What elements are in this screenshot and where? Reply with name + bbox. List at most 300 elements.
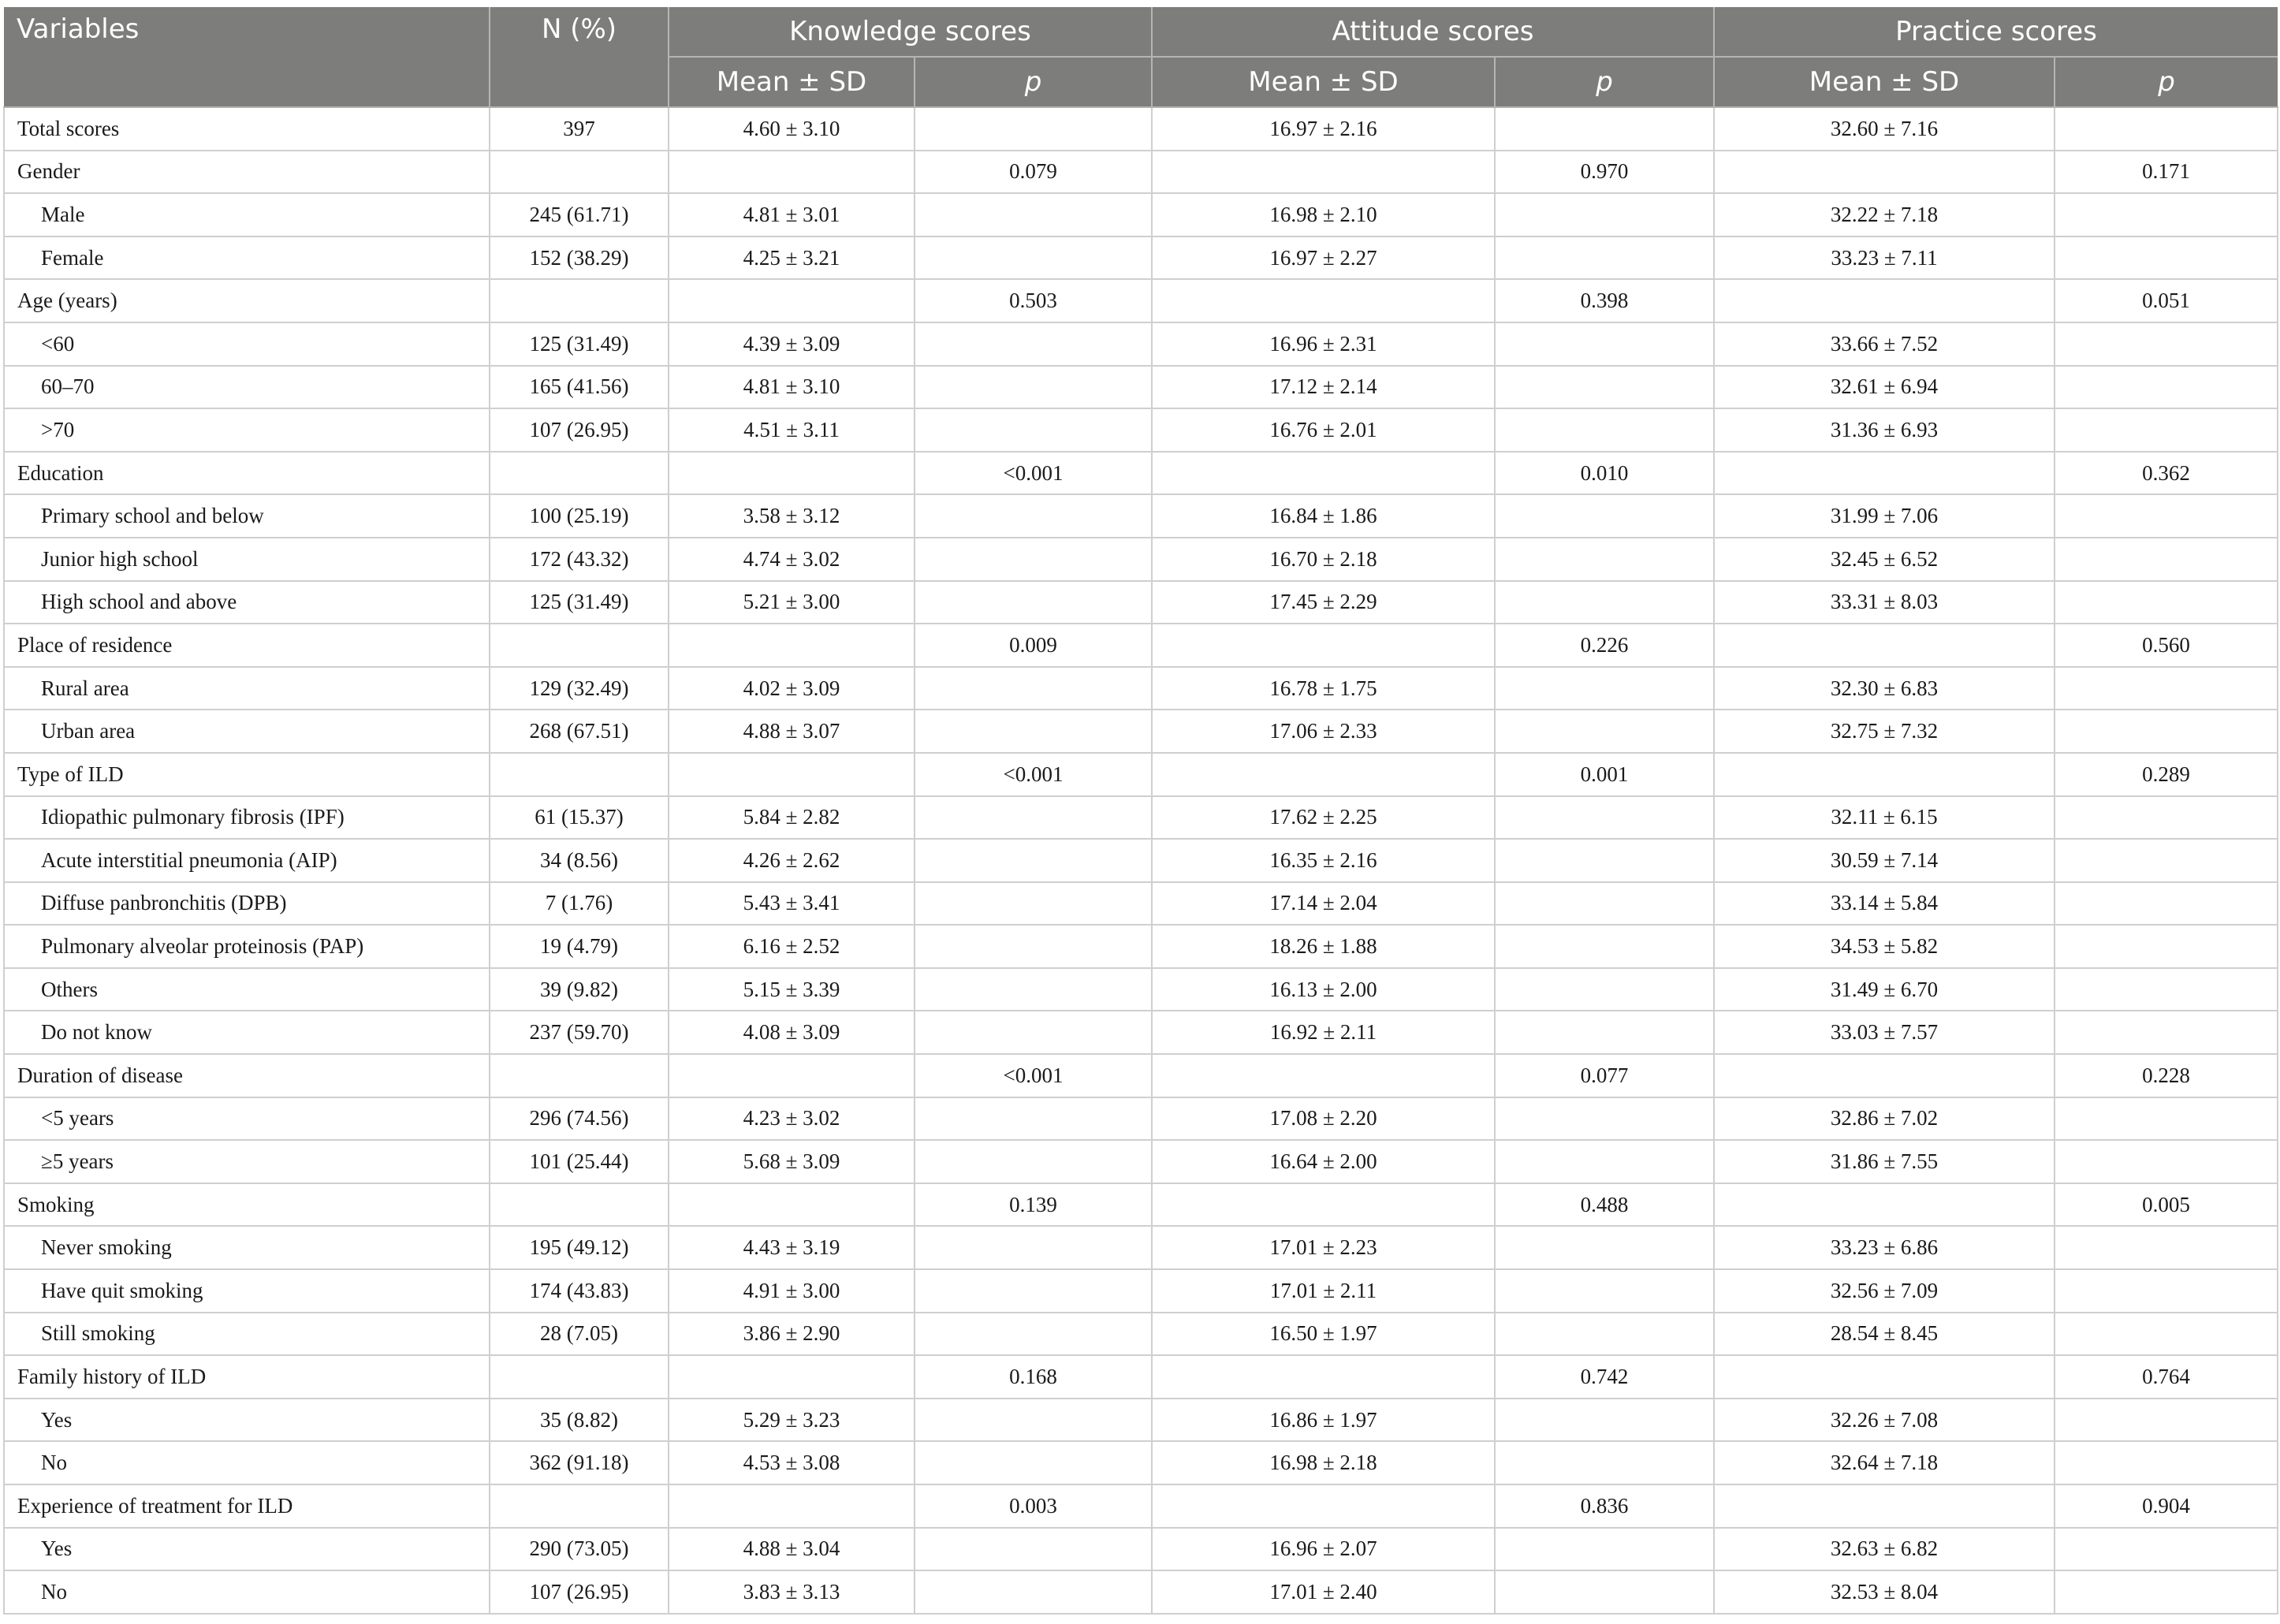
- n-pct-cell: 35 (8.82): [490, 1399, 669, 1442]
- n-pct-cell: 19 (4.79): [490, 925, 669, 968]
- knowledge-mean-sd-cell: 4.60 ± 3.10: [669, 107, 915, 151]
- attitude-p-cell: [1495, 107, 1714, 151]
- knowledge-p-cell: [915, 1441, 1152, 1484]
- variable-cell: Urban area: [4, 710, 490, 753]
- attitude-mean-sd-cell: 16.86 ± 1.97: [1152, 1399, 1495, 1442]
- table-row: [4, 1313, 2278, 1356]
- header-knowledge: Knowledge scores: [669, 7, 1152, 57]
- table-row: [4, 1183, 2278, 1227]
- table-row: [4, 968, 2278, 1011]
- attitude-p-cell: [1495, 710, 1714, 753]
- attitude-p-cell: 0.970: [1495, 151, 1714, 194]
- variable-cell: Female: [4, 237, 490, 280]
- variable-cell: Experience of treatment for ILD: [4, 1484, 490, 1528]
- knowledge-mean-sd-cell: [669, 1355, 915, 1399]
- n-pct-cell: [490, 1355, 669, 1399]
- n-pct-cell: 290 (73.05): [490, 1528, 669, 1571]
- knowledge-p-cell: [915, 925, 1152, 968]
- attitude-p-cell: [1495, 494, 1714, 538]
- practice-p-cell: [2055, 1570, 2278, 1614]
- practice-mean-sd-cell: [1714, 452, 2055, 495]
- table-row: [4, 1570, 2278, 1614]
- attitude-mean-sd-cell: 17.06 ± 2.33: [1152, 710, 1495, 753]
- attitude-p-cell: [1495, 1399, 1714, 1442]
- n-pct-cell: 296 (74.56): [490, 1097, 669, 1141]
- table-row: [4, 796, 2278, 840]
- attitude-mean-sd-cell: 17.08 ± 2.20: [1152, 1097, 1495, 1141]
- knowledge-p-cell: [915, 538, 1152, 581]
- variable-cell: Age (years): [4, 279, 490, 322]
- knowledge-p-cell: 0.009: [915, 624, 1152, 667]
- table-row: [4, 925, 2278, 968]
- variable-cell: Acute interstitial pneumonia (AIP): [4, 839, 490, 882]
- table-row: [4, 1097, 2278, 1141]
- table-header: [4, 7, 2278, 107]
- variable-cell: Diffuse panbronchitis (DPB): [4, 882, 490, 926]
- practice-mean-sd-cell: [1714, 279, 2055, 322]
- variable-cell: Gender: [4, 151, 490, 194]
- variable-cell: Yes: [4, 1528, 490, 1571]
- table-row: [4, 1355, 2278, 1399]
- practice-mean-sd-cell: 31.86 ± 7.55: [1714, 1140, 2055, 1183]
- practice-mean-sd-cell: 32.56 ± 7.09: [1714, 1269, 2055, 1313]
- attitude-p-cell: [1495, 839, 1714, 882]
- table-row: [4, 237, 2278, 280]
- variable-cell: High school and above: [4, 581, 490, 624]
- table-row: [4, 538, 2278, 581]
- practice-p-cell: 0.171: [2055, 151, 2278, 194]
- table-row: [4, 1528, 2278, 1571]
- practice-p-cell: [2055, 1097, 2278, 1141]
- table-row: [4, 1441, 2278, 1484]
- variable-cell: Still smoking: [4, 1313, 490, 1356]
- practice-mean-sd-cell: 33.23 ± 6.86: [1714, 1226, 2055, 1269]
- knowledge-p-cell: [915, 1011, 1152, 1054]
- attitude-p-cell: [1495, 925, 1714, 968]
- attitude-mean-sd-cell: 17.01 ± 2.40: [1152, 1570, 1495, 1614]
- table-row: [4, 193, 2278, 237]
- attitude-p-cell: [1495, 1140, 1714, 1183]
- table-row: [4, 1011, 2278, 1054]
- knowledge-p-cell: 0.079: [915, 151, 1152, 194]
- attitude-mean-sd-cell: 16.98 ± 2.10: [1152, 193, 1495, 237]
- attitude-mean-sd-cell: 17.62 ± 2.25: [1152, 796, 1495, 840]
- attitude-p-cell: [1495, 1441, 1714, 1484]
- variable-cell: Total scores: [4, 107, 490, 151]
- knowledge-p-cell: [915, 968, 1152, 1011]
- knowledge-mean-sd-cell: 4.39 ± 3.09: [669, 322, 915, 366]
- n-pct-cell: 107 (26.95): [490, 1570, 669, 1614]
- attitude-mean-sd-cell: [1152, 1183, 1495, 1227]
- attitude-mean-sd-cell: [1152, 1484, 1495, 1528]
- practice-p-cell: [2055, 366, 2278, 409]
- practice-p-cell: [2055, 494, 2278, 538]
- table-row: [4, 1399, 2278, 1442]
- knowledge-mean-sd-cell: 4.02 ± 3.09: [669, 667, 915, 710]
- knowledge-p-cell: [915, 237, 1152, 280]
- knowledge-p-cell: [915, 839, 1152, 882]
- knowledge-mean-sd-cell: [669, 279, 915, 322]
- table-row: [4, 408, 2278, 452]
- knowledge-mean-sd-cell: [669, 1054, 915, 1097]
- practice-p-cell: 0.362: [2055, 452, 2278, 495]
- n-pct-cell: 125 (31.49): [490, 581, 669, 624]
- attitude-mean-sd-cell: [1152, 624, 1495, 667]
- header-practice-mean-sd: Mean ± SD: [1714, 57, 2055, 107]
- practice-mean-sd-cell: 33.03 ± 7.57: [1714, 1011, 2055, 1054]
- n-pct-cell: 125 (31.49): [490, 322, 669, 366]
- practice-p-cell: [2055, 968, 2278, 1011]
- attitude-p-cell: [1495, 1528, 1714, 1571]
- attitude-mean-sd-cell: 16.13 ± 2.00: [1152, 968, 1495, 1011]
- knowledge-p-cell: [915, 322, 1152, 366]
- practice-p-cell: [2055, 1313, 2278, 1356]
- n-pct-cell: 362 (91.18): [490, 1441, 669, 1484]
- knowledge-mean-sd-cell: [669, 753, 915, 796]
- practice-p-cell: 0.904: [2055, 1484, 2278, 1528]
- practice-p-cell: [2055, 796, 2278, 840]
- practice-p-cell: 0.289: [2055, 753, 2278, 796]
- practice-mean-sd-cell: [1714, 1355, 2055, 1399]
- practice-mean-sd-cell: 28.54 ± 8.45: [1714, 1313, 2055, 1356]
- header-attitude-p: p: [1495, 57, 1714, 107]
- practice-mean-sd-cell: 32.22 ± 7.18: [1714, 193, 2055, 237]
- n-pct-cell: 7 (1.76): [490, 882, 669, 926]
- header-attitude: Attitude scores: [1152, 7, 1714, 57]
- attitude-mean-sd-cell: 17.01 ± 2.23: [1152, 1226, 1495, 1269]
- practice-p-cell: 0.764: [2055, 1355, 2278, 1399]
- practice-p-cell: [2055, 107, 2278, 151]
- knowledge-mean-sd-cell: 5.68 ± 3.09: [669, 1140, 915, 1183]
- variable-cell: No: [4, 1570, 490, 1614]
- attitude-p-cell: 0.742: [1495, 1355, 1714, 1399]
- table-row: [4, 581, 2278, 624]
- practice-p-cell: [2055, 408, 2278, 452]
- table-row: [4, 882, 2278, 926]
- n-pct-cell: 237 (59.70): [490, 1011, 669, 1054]
- n-pct-cell: 100 (25.19): [490, 494, 669, 538]
- knowledge-mean-sd-cell: 4.91 ± 3.00: [669, 1269, 915, 1313]
- practice-mean-sd-cell: 32.75 ± 7.32: [1714, 710, 2055, 753]
- knowledge-p-cell: [915, 710, 1152, 753]
- attitude-mean-sd-cell: 16.97 ± 2.16: [1152, 107, 1495, 151]
- attitude-p-cell: 0.226: [1495, 624, 1714, 667]
- attitude-mean-sd-cell: 17.01 ± 2.11: [1152, 1269, 1495, 1313]
- header-practice: Practice scores: [1714, 7, 2278, 57]
- practice-mean-sd-cell: 32.53 ± 8.04: [1714, 1570, 2055, 1614]
- attitude-mean-sd-cell: 16.78 ± 1.75: [1152, 667, 1495, 710]
- knowledge-mean-sd-cell: 4.81 ± 3.10: [669, 366, 915, 409]
- knowledge-p-cell: 0.503: [915, 279, 1152, 322]
- practice-p-cell: 0.228: [2055, 1054, 2278, 1097]
- table-body: [4, 107, 2278, 1614]
- attitude-p-cell: [1495, 796, 1714, 840]
- knowledge-mean-sd-cell: 6.16 ± 2.52: [669, 925, 915, 968]
- practice-mean-sd-cell: 33.31 ± 8.03: [1714, 581, 2055, 624]
- attitude-p-cell: [1495, 322, 1714, 366]
- practice-p-cell: [2055, 1528, 2278, 1571]
- practice-mean-sd-cell: 33.14 ± 5.84: [1714, 882, 2055, 926]
- knowledge-mean-sd-cell: 5.84 ± 2.82: [669, 796, 915, 840]
- practice-mean-sd-cell: 32.11 ± 6.15: [1714, 796, 2055, 840]
- attitude-p-cell: [1495, 968, 1714, 1011]
- practice-mean-sd-cell: [1714, 753, 2055, 796]
- knowledge-p-cell: [915, 667, 1152, 710]
- attitude-mean-sd-cell: [1152, 1355, 1495, 1399]
- knowledge-p-cell: [915, 796, 1152, 840]
- variable-cell: Type of ILD: [4, 753, 490, 796]
- knowledge-p-cell: [915, 408, 1152, 452]
- header-row-1: [4, 7, 2278, 57]
- variable-cell: Male: [4, 193, 490, 237]
- knowledge-p-cell: [915, 193, 1152, 237]
- practice-p-cell: [2055, 882, 2278, 926]
- header-variables: Variables: [4, 7, 490, 107]
- variable-cell: Yes: [4, 1399, 490, 1442]
- attitude-mean-sd-cell: 16.64 ± 2.00: [1152, 1140, 1495, 1183]
- attitude-p-cell: [1495, 1269, 1714, 1313]
- practice-mean-sd-cell: [1714, 1183, 2055, 1227]
- practice-mean-sd-cell: [1714, 151, 2055, 194]
- variable-cell: >70: [4, 408, 490, 452]
- practice-p-cell: [2055, 1269, 2278, 1313]
- attitude-mean-sd-cell: 17.14 ± 2.04: [1152, 882, 1495, 926]
- table-row: [4, 624, 2278, 667]
- n-pct-cell: [490, 1054, 669, 1097]
- n-pct-cell: 174 (43.83): [490, 1269, 669, 1313]
- knowledge-p-cell: <0.001: [915, 1054, 1152, 1097]
- knowledge-p-cell: [915, 366, 1152, 409]
- variable-cell: Junior high school: [4, 538, 490, 581]
- attitude-mean-sd-cell: [1152, 452, 1495, 495]
- attitude-p-cell: [1495, 882, 1714, 926]
- n-pct-cell: 28 (7.05): [490, 1313, 669, 1356]
- practice-p-cell: 0.051: [2055, 279, 2278, 322]
- attitude-mean-sd-cell: [1152, 279, 1495, 322]
- n-pct-cell: [490, 279, 669, 322]
- knowledge-mean-sd-cell: 4.74 ± 3.02: [669, 538, 915, 581]
- practice-mean-sd-cell: 32.26 ± 7.08: [1714, 1399, 2055, 1442]
- variable-cell: Smoking: [4, 1183, 490, 1227]
- attitude-p-cell: 0.010: [1495, 452, 1714, 495]
- attitude-p-cell: 0.001: [1495, 753, 1714, 796]
- knowledge-mean-sd-cell: 4.51 ± 3.11: [669, 408, 915, 452]
- n-pct-cell: 165 (41.56): [490, 366, 669, 409]
- attitude-p-cell: [1495, 237, 1714, 280]
- table-row: [4, 366, 2278, 409]
- header-knowledge-p: p: [915, 57, 1152, 107]
- attitude-p-cell: [1495, 366, 1714, 409]
- table-row: [4, 279, 2278, 322]
- table-row: [4, 494, 2278, 538]
- table-row: [4, 1054, 2278, 1097]
- practice-mean-sd-cell: 31.36 ± 6.93: [1714, 408, 2055, 452]
- practice-p-cell: [2055, 1399, 2278, 1442]
- attitude-p-cell: [1495, 581, 1714, 624]
- attitude-mean-sd-cell: 16.50 ± 1.97: [1152, 1313, 1495, 1356]
- attitude-mean-sd-cell: 16.76 ± 2.01: [1152, 408, 1495, 452]
- practice-p-cell: [2055, 322, 2278, 366]
- practice-p-cell: [2055, 710, 2278, 753]
- table-row: [4, 753, 2278, 796]
- practice-mean-sd-cell: 32.64 ± 7.18: [1714, 1441, 2055, 1484]
- knowledge-p-cell: [915, 581, 1152, 624]
- knowledge-mean-sd-cell: 5.21 ± 3.00: [669, 581, 915, 624]
- table-row: [4, 1140, 2278, 1183]
- attitude-p-cell: [1495, 408, 1714, 452]
- n-pct-cell: 268 (67.51): [490, 710, 669, 753]
- n-pct-cell: [490, 1183, 669, 1227]
- knowledge-mean-sd-cell: 4.81 ± 3.01: [669, 193, 915, 237]
- variable-cell: Do not know: [4, 1011, 490, 1054]
- knowledge-p-cell: [915, 1097, 1152, 1141]
- variable-cell: Duration of disease: [4, 1054, 490, 1097]
- variable-cell: <60: [4, 322, 490, 366]
- knowledge-mean-sd-cell: [669, 151, 915, 194]
- practice-p-cell: 0.560: [2055, 624, 2278, 667]
- knowledge-mean-sd-cell: [669, 1183, 915, 1227]
- knowledge-p-cell: [915, 1570, 1152, 1614]
- variable-cell: Place of residence: [4, 624, 490, 667]
- practice-mean-sd-cell: 34.53 ± 5.82: [1714, 925, 2055, 968]
- attitude-mean-sd-cell: [1152, 1054, 1495, 1097]
- knowledge-p-cell: [915, 1226, 1152, 1269]
- practice-mean-sd-cell: 33.23 ± 7.11: [1714, 237, 2055, 280]
- knowledge-p-cell: 0.003: [915, 1484, 1152, 1528]
- variable-cell: ≥5 years: [4, 1140, 490, 1183]
- knowledge-mean-sd-cell: 3.86 ± 2.90: [669, 1313, 915, 1356]
- variable-cell: No: [4, 1441, 490, 1484]
- knowledge-mean-sd-cell: 4.53 ± 3.08: [669, 1441, 915, 1484]
- variable-cell: Have quit smoking: [4, 1269, 490, 1313]
- variable-cell: Never smoking: [4, 1226, 490, 1269]
- table-row: [4, 1226, 2278, 1269]
- attitude-p-cell: [1495, 1226, 1714, 1269]
- n-pct-cell: [490, 151, 669, 194]
- table-row: [4, 710, 2278, 753]
- practice-p-cell: [2055, 1441, 2278, 1484]
- knowledge-p-cell: 0.139: [915, 1183, 1152, 1227]
- n-pct-cell: 101 (25.44): [490, 1140, 669, 1183]
- attitude-mean-sd-cell: 16.35 ± 2.16: [1152, 839, 1495, 882]
- knowledge-p-cell: [915, 1269, 1152, 1313]
- knowledge-mean-sd-cell: 4.88 ± 3.04: [669, 1528, 915, 1571]
- table-row: [4, 667, 2278, 710]
- practice-p-cell: [2055, 1011, 2278, 1054]
- attitude-mean-sd-cell: 16.70 ± 2.18: [1152, 538, 1495, 581]
- knowledge-p-cell: <0.001: [915, 753, 1152, 796]
- n-pct-cell: 195 (49.12): [490, 1226, 669, 1269]
- knowledge-mean-sd-cell: 4.88 ± 3.07: [669, 710, 915, 753]
- knowledge-mean-sd-cell: 4.25 ± 3.21: [669, 237, 915, 280]
- knowledge-mean-sd-cell: 3.58 ± 3.12: [669, 494, 915, 538]
- variable-cell: Rural area: [4, 667, 490, 710]
- scores-table-container: [3, 7, 2277, 1615]
- knowledge-mean-sd-cell: 4.26 ± 2.62: [669, 839, 915, 882]
- attitude-mean-sd-cell: 17.12 ± 2.14: [1152, 366, 1495, 409]
- variable-cell: Primary school and below: [4, 494, 490, 538]
- attitude-p-cell: 0.836: [1495, 1484, 1714, 1528]
- n-pct-cell: 172 (43.32): [490, 538, 669, 581]
- practice-p-cell: [2055, 581, 2278, 624]
- knowledge-mean-sd-cell: 3.83 ± 3.13: [669, 1570, 915, 1614]
- n-pct-cell: 397: [490, 107, 669, 151]
- table-row: [4, 322, 2278, 366]
- practice-p-cell: [2055, 193, 2278, 237]
- attitude-mean-sd-cell: 16.96 ± 2.07: [1152, 1528, 1495, 1571]
- n-pct-cell: 129 (32.49): [490, 667, 669, 710]
- practice-p-cell: [2055, 1226, 2278, 1269]
- practice-p-cell: [2055, 237, 2278, 280]
- attitude-p-cell: [1495, 1097, 1714, 1141]
- practice-mean-sd-cell: [1714, 624, 2055, 667]
- knowledge-p-cell: [915, 1399, 1152, 1442]
- practice-p-cell: [2055, 1140, 2278, 1183]
- attitude-p-cell: [1495, 193, 1714, 237]
- table-row: [4, 107, 2278, 151]
- attitude-mean-sd-cell: 18.26 ± 1.88: [1152, 925, 1495, 968]
- practice-p-cell: [2055, 538, 2278, 581]
- attitude-mean-sd-cell: 16.98 ± 2.18: [1152, 1441, 1495, 1484]
- attitude-p-cell: [1495, 538, 1714, 581]
- table-row: [4, 151, 2278, 194]
- practice-mean-sd-cell: [1714, 1484, 2055, 1528]
- knowledge-mean-sd-cell: 5.29 ± 3.23: [669, 1399, 915, 1442]
- knowledge-p-cell: [915, 1528, 1152, 1571]
- n-pct-cell: [490, 624, 669, 667]
- practice-mean-sd-cell: 30.59 ± 7.14: [1714, 839, 2055, 882]
- attitude-p-cell: [1495, 667, 1714, 710]
- practice-mean-sd-cell: [1714, 1054, 2055, 1097]
- practice-p-cell: [2055, 667, 2278, 710]
- practice-mean-sd-cell: 32.61 ± 6.94: [1714, 366, 2055, 409]
- variable-cell: Education: [4, 452, 490, 495]
- variable-cell: Others: [4, 968, 490, 1011]
- attitude-p-cell: 0.488: [1495, 1183, 1714, 1227]
- attitude-mean-sd-cell: 16.97 ± 2.27: [1152, 237, 1495, 280]
- n-pct-cell: 152 (38.29): [490, 237, 669, 280]
- attitude-p-cell: [1495, 1011, 1714, 1054]
- practice-p-cell: [2055, 839, 2278, 882]
- variable-cell: 60–70: [4, 366, 490, 409]
- practice-mean-sd-cell: 32.86 ± 7.02: [1714, 1097, 2055, 1141]
- variable-cell: Pulmonary alveolar proteinosis (PAP): [4, 925, 490, 968]
- header-attitude-mean-sd: Mean ± SD: [1152, 57, 1495, 107]
- knowledge-p-cell: 0.168: [915, 1355, 1152, 1399]
- n-pct-cell: 107 (26.95): [490, 408, 669, 452]
- header-knowledge-mean-sd: Mean ± SD: [669, 57, 915, 107]
- variable-cell: <5 years: [4, 1097, 490, 1141]
- n-pct-cell: 34 (8.56): [490, 839, 669, 882]
- practice-mean-sd-cell: 31.99 ± 7.06: [1714, 494, 2055, 538]
- attitude-mean-sd-cell: [1152, 151, 1495, 194]
- knowledge-p-cell: <0.001: [915, 452, 1152, 495]
- practice-p-cell: 0.005: [2055, 1183, 2278, 1227]
- knowledge-mean-sd-cell: 5.43 ± 3.41: [669, 882, 915, 926]
- attitude-p-cell: 0.077: [1495, 1054, 1714, 1097]
- attitude-mean-sd-cell: 16.96 ± 2.31: [1152, 322, 1495, 366]
- practice-p-cell: [2055, 925, 2278, 968]
- attitude-mean-sd-cell: [1152, 753, 1495, 796]
- attitude-p-cell: 0.398: [1495, 279, 1714, 322]
- knowledge-mean-sd-cell: 4.23 ± 3.02: [669, 1097, 915, 1141]
- n-pct-cell: [490, 1484, 669, 1528]
- knowledge-p-cell: [915, 1140, 1152, 1183]
- practice-mean-sd-cell: 33.66 ± 7.52: [1714, 322, 2055, 366]
- attitude-mean-sd-cell: 17.45 ± 2.29: [1152, 581, 1495, 624]
- table-row: [4, 839, 2278, 882]
- practice-mean-sd-cell: 32.30 ± 6.83: [1714, 667, 2055, 710]
